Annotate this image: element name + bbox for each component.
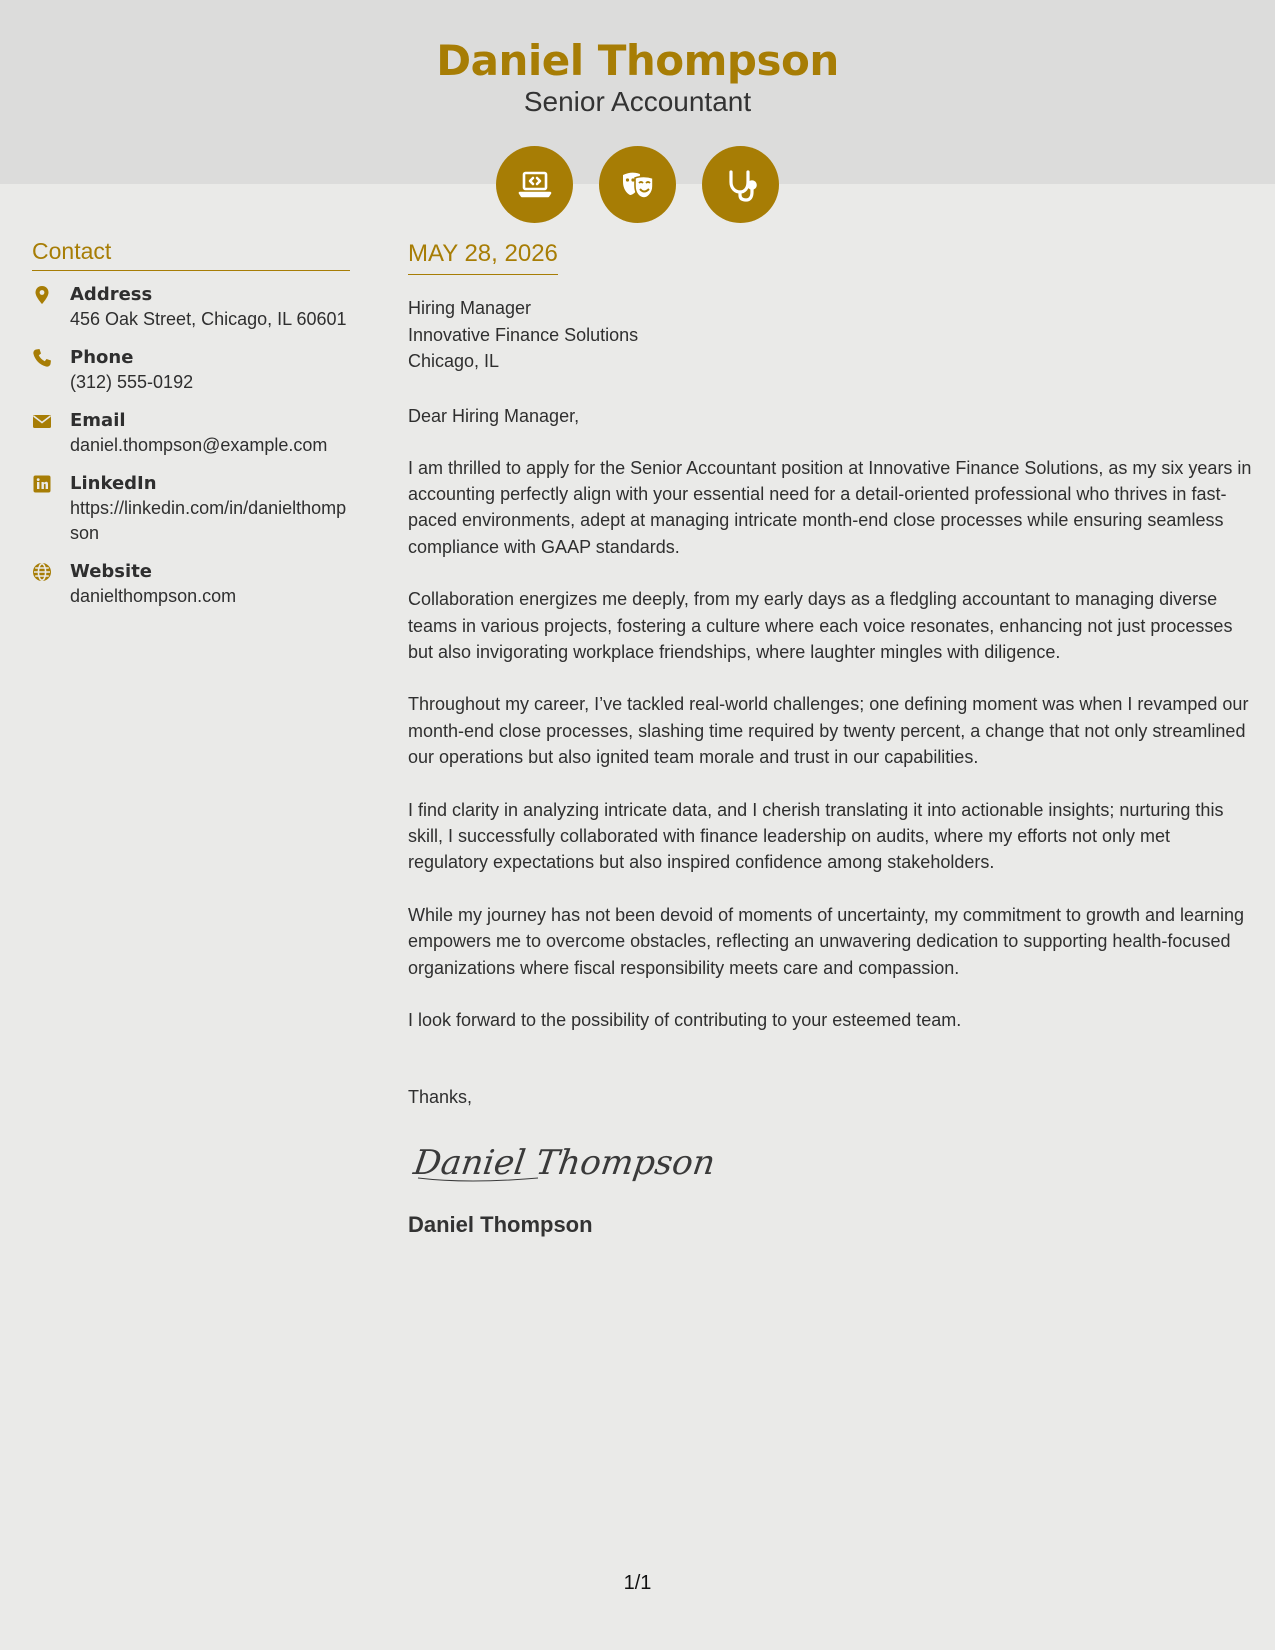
signer-name: Daniel Thompson [408, 1212, 593, 1238]
linkedin-icon [32, 472, 70, 546]
contact-heading: Contact [32, 238, 350, 271]
recipient-block [408, 295, 1253, 375]
letter-paragraph: Throughout my career, I’ve tackled real-world challenges; one defining moment was when I revamped our month-end close processes, slashing time required by twenty percent, a change that not only streamlined our operations but also ignited team morale and trust in our capabilities. [408, 694, 1249, 768]
applicant-title: Senior Accountant [523, 86, 752, 117]
address-label: Address [70, 284, 153, 305]
stethoscope-icon [702, 146, 779, 223]
letter-paragraph: I am thrilled to apply for the Senior Accountant position at Innovative Finance Solutions, as my six years in accounting perfectly align with your essential need for a detail-oriented professional who thrives in fast-paced environments, adept at managing intricate month-end close processes while ensuring seamless compliance with GAAP standards. [408, 457, 1252, 557]
contact-email [32, 409, 350, 458]
svg-text:Daniel Thompson: Daniel Thompson [411, 1143, 718, 1184]
laptop-code-icon [496, 146, 573, 223]
sidebar [32, 238, 350, 623]
applicant-name: Daniel Thompson [436, 36, 839, 85]
recipient-line: Chicago, IL [408, 351, 500, 371]
interest-icons [0, 146, 1275, 223]
handwritten-signature [408, 1134, 1253, 1192]
letter-body [408, 240, 1253, 1238]
globe-icon [32, 560, 70, 609]
website-value[interactable]: danielthompson.com [70, 586, 237, 606]
phone-icon [32, 346, 70, 395]
contact-linkedin [32, 472, 350, 546]
linkedin-label: LinkedIn [70, 473, 157, 494]
theater-masks-icon [599, 146, 676, 223]
linkedin-value[interactable]: https://linkedin.com/in/danielthompson [70, 498, 347, 543]
envelope-icon [32, 409, 70, 458]
letter-paragraph: While my journey has not been devoid of moments of uncertainty, my commitment to growth and learning empowers me to overcome obstacles, reflecting an unwavering dedication to supporting health-focused organizations where fiscal responsibility meets care and compassion. [408, 904, 1245, 978]
website-label: Website [70, 561, 153, 582]
contact-website [32, 560, 350, 609]
recipient-line: Hiring Manager [408, 298, 532, 318]
contact-address [32, 283, 350, 332]
page-number: 1/1 [623, 1572, 652, 1594]
recipient-line: Innovative Finance Solutions [408, 324, 639, 345]
closing: Thanks, [408, 1087, 473, 1108]
salutation: Dear Hiring Manager, [408, 405, 580, 426]
address-value: 456 Oak Street, Chicago, IL 60601 [70, 309, 347, 329]
phone-label: Phone [70, 347, 134, 368]
contact-phone [32, 346, 350, 395]
phone-value: (312) 555-0192 [70, 372, 194, 392]
email-value[interactable]: daniel.thompson@example.com [70, 435, 328, 455]
letter-date: MAY 28, 2026 [408, 240, 558, 275]
letter-paragraph: I look forward to the possibility of contributing to your esteemed team. [408, 1010, 962, 1030]
email-label: Email [70, 410, 126, 431]
letter-paragraph: I find clarity in analyzing intricate data, and I cherish translating it into actionable insights; nurturing this skill, I successfully collaborated with finance leadership on audits, where my efforts not only met regulatory expectations but also inspired confidence among stakeholders. [408, 799, 1224, 873]
letter-paragraph: Collaboration energizes me deeply, from my early days as a fledgling accountant to managing diverse teams in various projects, fostering a culture where each voice resonates, enhancing not just processes but also invigorating workplace friendships, where laughter mingles with diligence. [408, 589, 1233, 662]
map-pin-icon [32, 283, 70, 332]
